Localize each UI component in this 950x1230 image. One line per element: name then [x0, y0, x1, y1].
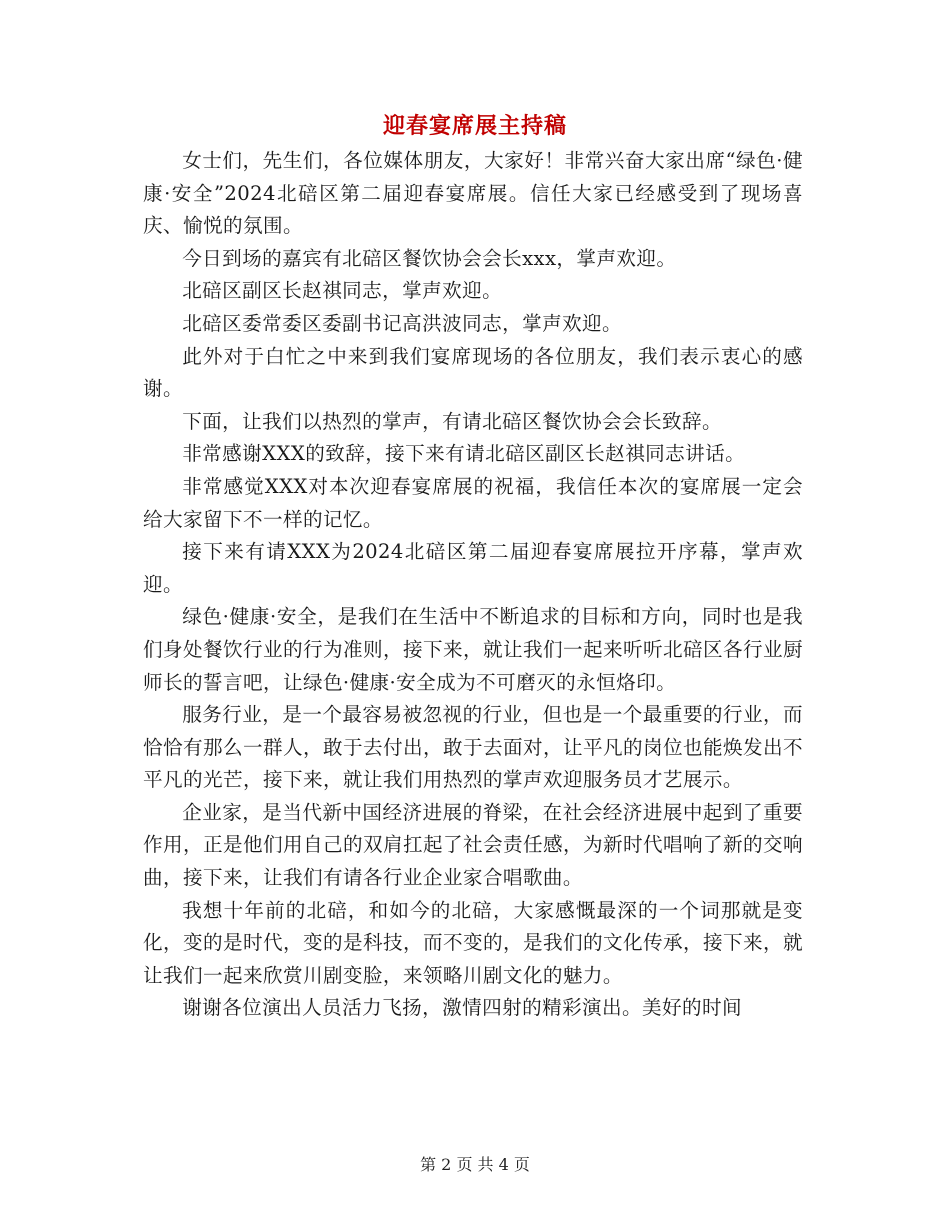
- paragraph: 绿色·健康·安全，是我们在生活中不断追求的目标和方向，同时也是我们身处餐饮行业的行为准则，接下来，就让我们一起来听听北碚区各行业厨师长的誓言吧，让绿色·健康·安全成为不可磨灭的永恒烙印。: [143, 605, 803, 694]
- paragraph: 今日到场的嘉宾有北碚区餐饮协会会长xxx，掌声欢迎。: [182, 246, 677, 270]
- paragraph: 服务行业，是一个最容易被忽视的行业，但也是一个最重要的行业，而恰恰有那么一群人，敢于去付出，敢于去面对，让平凡的岗位也能焕发出不平凡的光芒，接下来，就让我们用热烈的掌声欢迎服务员才艺展示。: [143, 703, 803, 792]
- paragraph: 女士们，先生们，各位媒体朋友，大家好！非常兴奋大家出席“绿色·健康·安全”2024北碚区第二届迎春宴席展。信任大家已经感受到了现场喜庆、愉悦的氛围。: [143, 149, 803, 238]
- paragraph: 非常感谢XXX的致辞，接下来有请北碚区副区长赵祺同志讲话。: [182, 442, 746, 466]
- paragraph: 北碚区委常委区委副书记高洪波同志，掌声欢迎。: [182, 311, 623, 335]
- paragraph: 谢谢各位演出人员活力飞扬，激情四射的精彩演出。美好的时间: [182, 996, 743, 1020]
- paragraph: 接下来有请XXX为2024北碚区第二届迎春宴席展拉开序幕，掌声欢迎。: [143, 540, 803, 596]
- paragraph: 北碚区副区长赵祺同志，掌声欢迎。: [182, 279, 503, 303]
- document-body: [143, 145, 803, 1025]
- paragraph: 下面，让我们以热烈的掌声，有请北碚区餐饮协会会长致辞。: [182, 409, 723, 433]
- document-title: 迎春宴席展主持稿: [382, 113, 567, 139]
- page-number-footer: 第 2 页 共 4 页: [420, 1155, 530, 1174]
- paragraph: 我想十年前的北碚，和如今的北碚，大家感慨最深的一个词那就是变化，变的是时代，变的是科技，而不变的，是我们的文化传承，接下来，就让我们一起来欣赏川剧变脸，来领略川剧文化的魅力。: [143, 898, 803, 987]
- paragraph: 企业家，是当代新中国经济进展的脊梁，在社会经济进展中起到了重要作用，正是他们用自己的双肩扛起了社会责任感，为新时代唱响了新的交响曲，接下来，让我们有请各行业企业家合唱歌曲。: [143, 800, 803, 890]
- paragraph: 非常感觉XXX对本次迎春宴席展的祝福，我信任本次的宴席展一定会给大家留下不一样的记忆。: [143, 474, 803, 531]
- paragraph: 此外对于白忙之中来到我们宴席现场的各位朋友，我们表示衷心的感谢。: [143, 344, 803, 401]
